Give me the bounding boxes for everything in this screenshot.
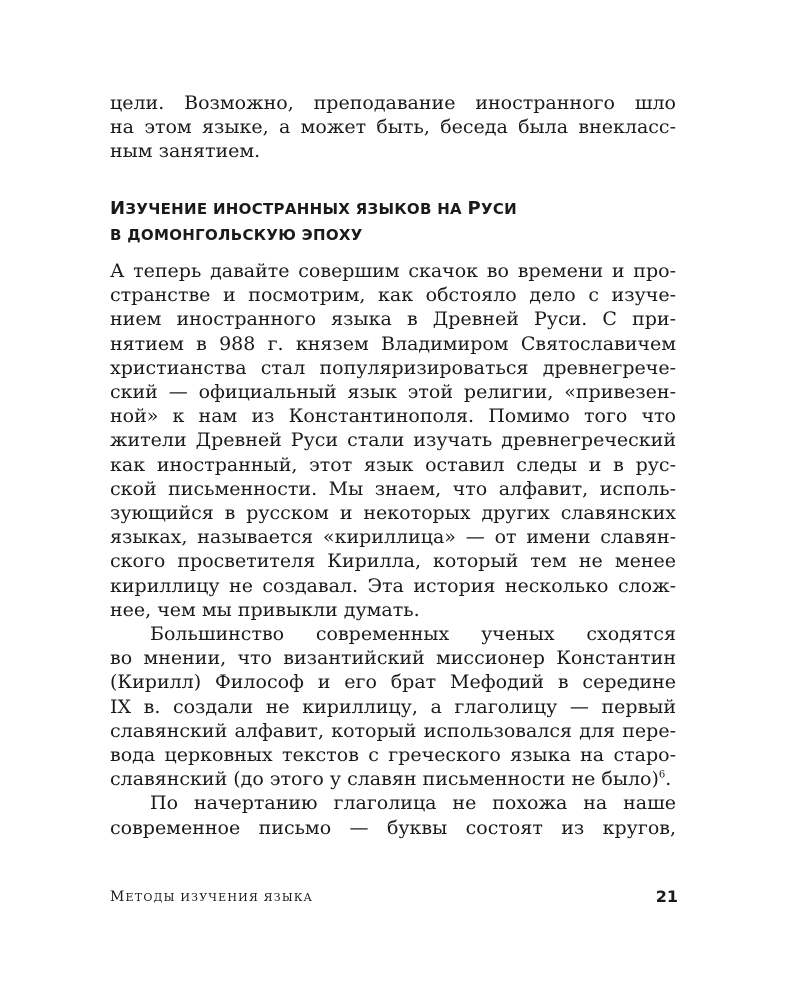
text-line: славянский алфавит, который использовался для пере- bbox=[110, 719, 676, 742]
end-punct: . bbox=[665, 768, 672, 791]
footer-book-title bbox=[110, 889, 313, 905]
text-line: Большинство современных ученых сходятся bbox=[150, 623, 676, 646]
text-line: ской письменности. Мы знаем, что алфавит, исполь- bbox=[110, 477, 676, 500]
text-line: ского просветителя Кирилла, который тем не менее bbox=[110, 550, 676, 573]
heading-cap: Р bbox=[467, 198, 481, 219]
text-line: ский — официальный язык этой религии, «привезен- bbox=[110, 381, 676, 404]
text-line: ной» к нам из Константинополя. Помимо того что bbox=[110, 405, 676, 428]
text-line: странстве и посмотрим, как обстояло дело с изуче- bbox=[110, 284, 676, 307]
text-line: во мнении, что византийский миссионер Константин bbox=[110, 647, 676, 670]
text-line: языках, называется «кириллица» — от имени славян- bbox=[110, 526, 676, 549]
text-line: христианства стал популяризироваться древнегрече- bbox=[110, 356, 676, 379]
text-line bbox=[110, 767, 676, 791]
section-heading-line-2: В ДОМОНГОЛЬСКУЮ ЭПОХУ bbox=[110, 226, 363, 244]
text-line: нием иностранного языка в Древней Руси. С при- bbox=[110, 308, 676, 331]
text-line: зующийся в русском и некоторых других славянских bbox=[110, 502, 676, 525]
text-line: (Кирилл) Философ и его брат Мефодий в середине bbox=[110, 671, 676, 694]
text-line: жители Древней Руси стали изучать древнегреческий bbox=[110, 429, 676, 452]
page-number: 21 bbox=[655, 887, 678, 906]
text-line: как иностранный, этот язык оставил следы и в рус- bbox=[110, 453, 676, 476]
text-line: современное письмо — буквы состоят из кругов, bbox=[110, 816, 676, 839]
text-line: А теперь давайте совершим скачок во времени и про- bbox=[110, 260, 676, 282]
section-heading-line-1 bbox=[110, 196, 680, 222]
footnote-ref[interactable]: 6 bbox=[658, 769, 666, 781]
text-line: вода церковных текстов с греческого языка на старо- bbox=[110, 744, 676, 767]
lead-paragraph bbox=[110, 91, 676, 164]
paragraph-2 bbox=[110, 622, 676, 791]
heading-text: ЗУЧЕНИЕ ИНОСТРАННЫХ ЯЗЫКОВ НА bbox=[125, 200, 468, 218]
section-heading bbox=[110, 196, 680, 248]
text-line: нее, чем мы привыкли думать. bbox=[110, 598, 420, 621]
lead-line: на этом языке, а может быть, беседа была внекласс- bbox=[110, 116, 676, 139]
lead-line: цели. Возможно, преподавание иностранного шло bbox=[110, 92, 676, 114]
footer-title-initial: М bbox=[110, 889, 126, 905]
text-line: По начертанию глаголица не похожа на наше bbox=[150, 792, 676, 815]
heading-text-end: УСИ bbox=[480, 200, 518, 218]
heading-initial: И bbox=[110, 198, 126, 219]
text-line: кириллицу не создавал. Эта история несколько слож- bbox=[110, 574, 676, 597]
body-text bbox=[110, 259, 676, 840]
lead-line: ным занятием. bbox=[110, 140, 261, 163]
paragraph-1 bbox=[110, 259, 676, 622]
text-line: нятием в 988 г. князем Владимиром Святославичем bbox=[110, 332, 676, 355]
footer-title-rest: ЕТОДЫ ИЗУЧЕНИЯ ЯЗЫКА bbox=[125, 891, 314, 904]
text-line: IX в. создали не кириллицу, а глаголицу — первый bbox=[110, 695, 676, 718]
text-line-content: славянский (до этого у славян письменности не было) bbox=[110, 768, 659, 791]
paragraph-3 bbox=[110, 791, 676, 839]
